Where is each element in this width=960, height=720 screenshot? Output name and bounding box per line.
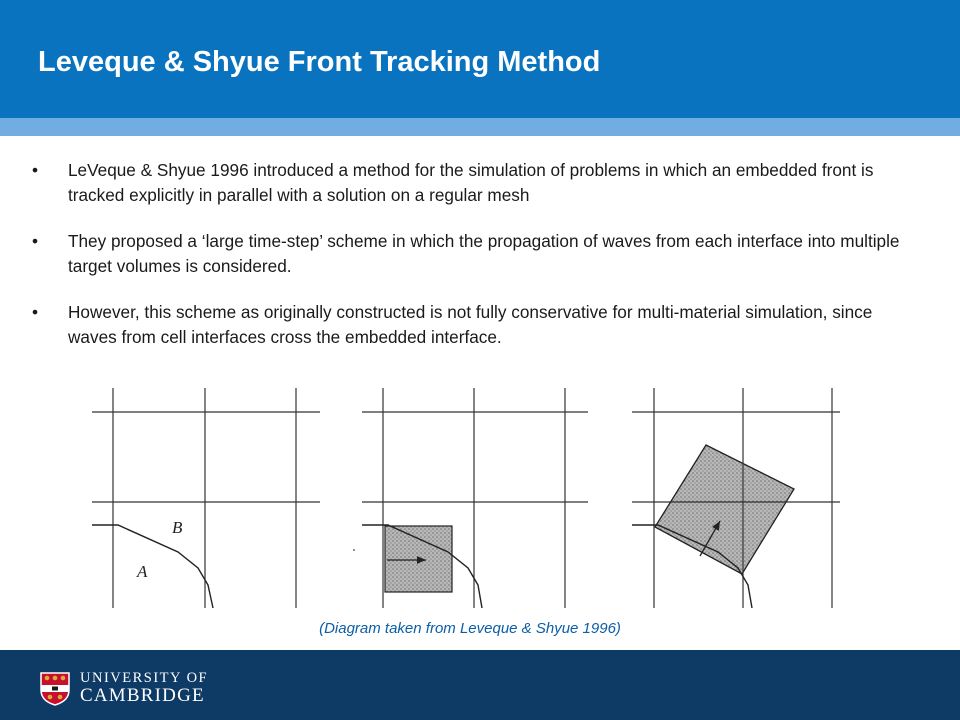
diagram-panel-wave-square — [353, 388, 588, 608]
grid-lines — [92, 388, 320, 608]
wordmark-line-1: UNIVERSITY OF — [80, 670, 209, 686]
header-stripe — [0, 118, 960, 136]
slide-title: Leveque & Shyue Front Tracking Method — [38, 46, 601, 78]
university-crest-icon — [40, 672, 70, 706]
wordmark-line-2: CAMBRIDGE — [80, 685, 205, 706]
bullet-list — [30, 158, 920, 371]
shaded-wave-region — [385, 526, 452, 592]
bullet-text: They proposed a ‘large time-step’ scheme in which the propagation of waves from each interface into multiple target volumes is considered. — [68, 231, 900, 276]
title-bar — [0, 0, 960, 118]
diagram-panel-initial — [92, 388, 320, 608]
bullet-text: However, this scheme as originally constructed is not fully conservative for multi-material simulation, since waves from cell interfaces cross the embedded interface. — [68, 302, 873, 347]
bullet-marker: • — [32, 160, 39, 180]
stray-dot — [353, 549, 355, 551]
bullet-marker: • — [32, 302, 39, 322]
shaded-wave-region — [655, 445, 794, 574]
bullet-item — [30, 229, 920, 279]
diagram-caption: (Diagram taken from Leveque & Shyue 1996) — [319, 620, 621, 637]
bullet-text: LeVeque & Shyue 1996 introduced a method for the simulation of problems in which an embedded front is tracked explicitly in parallel with a solution on a regular mesh — [68, 160, 874, 205]
university-wordmark — [80, 670, 208, 706]
region-label-b: B — [172, 518, 183, 537]
diagram-panel-rotated-square — [632, 388, 840, 608]
region-label-a: A — [137, 562, 148, 581]
embedded-front-curve — [92, 525, 213, 608]
bullet-marker: • — [32, 231, 39, 251]
bullet-item — [30, 158, 920, 208]
front-tracking-diagrams — [80, 380, 840, 620]
bullet-item — [30, 300, 920, 350]
